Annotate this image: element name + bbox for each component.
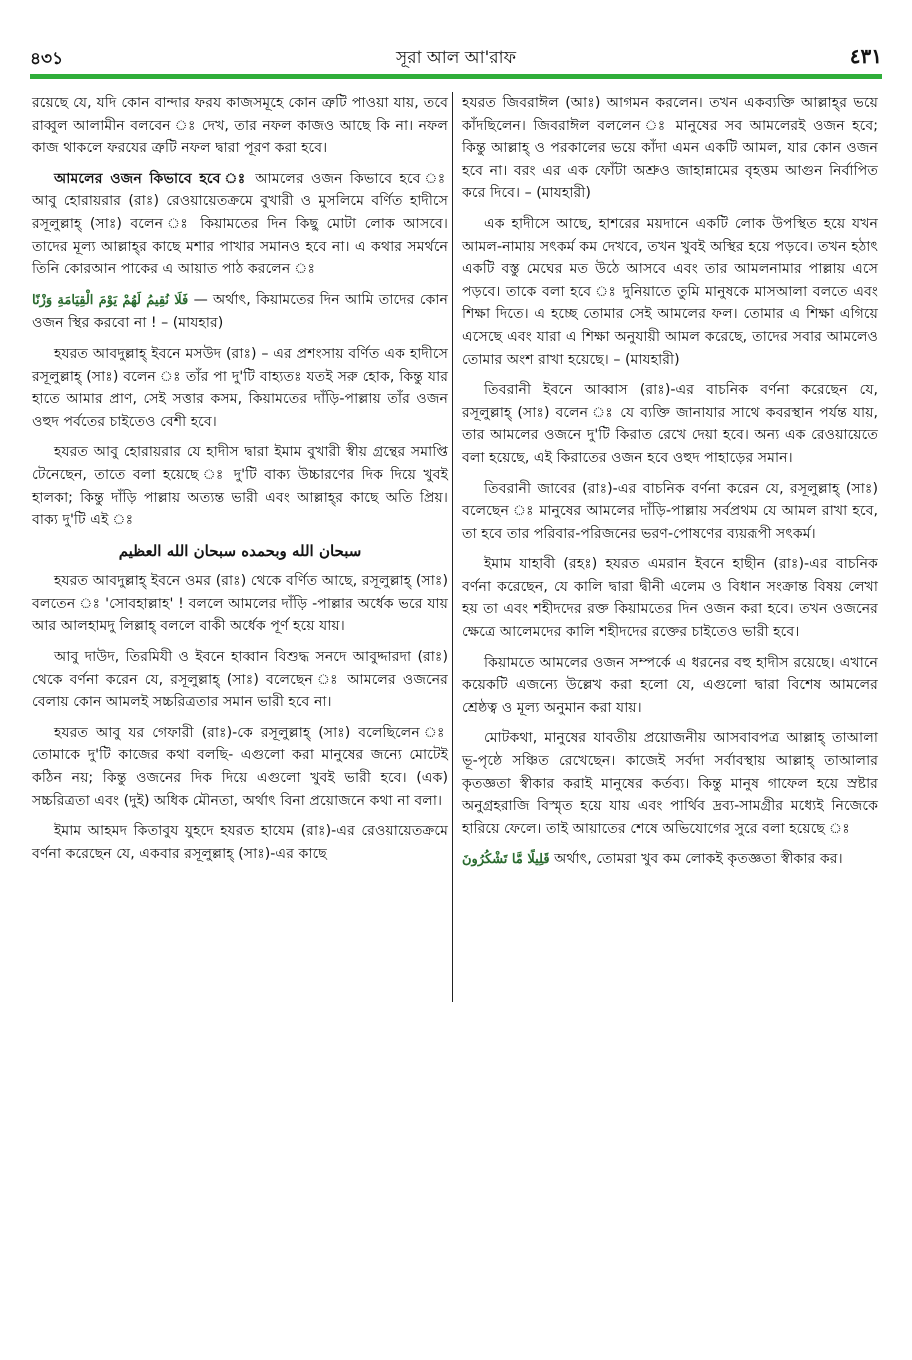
paragraph: হযরত জিবরাঈল (আঃ) আগমন করলেন। তখন একব্যক্তি আল্লাহ্‌র ভয়ে কাঁদছিলেন। জিবরাঈল বললেন ঃ মানুষের সব আমলেরই ওজন হবে; কিন্তু আল্লাহ্ ও পরকালের ভয়ে কাঁদা এমন একটি আমল, যার কোন ওজন হবে না। বরং এর এক ফোঁটা অশ্রুও জাহান্নামের বৃহত্তম আগুন নির্বাপিত করে দিবে। – (মাযহারী) (462, 95, 878, 202)
paragraph: তিবরানী জাবের (রাঃ)-এর বাচনিক বর্ণনা করেন যে, রসূলুল্লাহ্ (সাঃ) বলেছেন ঃ মানুষের আমলের দাঁড়ি-পাল্লায় সর্বপ্রথম যে আমল রাখা হবে, তা হবে তার পরিবার-পরিজনের ভরণ-পোষণের ব্যয়রূপী সৎকর্ম। (462, 480, 878, 542)
arabic-dua: سبحان الله وبحمده سبحان الله العظيم (118, 541, 362, 560)
paragraph: হযরত আবু যর গেফারী (রাঃ)-কে রসূলুল্লাহ্ (সাঃ) বলেছিলেন ঃ তোমাকে দু'টি কাজের কথা বলছি- এগুলো করা মানুষের জন্যে মোটেই কঠিন নয়; কিন্তু ওজনের দিক দিয়ে এগুলো খুবই ভারী হবে। (এক) সচ্চরিত্রতা এবং (দুই) অধিক মৌনতা, অর্থাৎ বিনা প্রয়োজনে কথা না বলা। (32, 724, 448, 809)
paragraph: হযরত আবদুল্লাহ্ ইবনে ওমর (রাঃ) থেকে বর্ণিত আছে, রসূলুল্লাহ্ (সাঃ) বলতেন ঃ 'সোবহাল্লাহ' ! বললে আমলের দাঁড়ি -পাল্লার অর্ধেক ভরে যায় আর আলহামদু লিল্লাহ্ বললে বাকী অর্ধেক পূর্ণ হয়ে যায়। (32, 573, 448, 635)
paragraph: হযরত আবদুল্লাহ্ ইবনে মসউদ (রাঃ) – এর প্রশংসায় বর্ণিত এক হাদীসে রসূলুল্লাহ্ (সাঃ) বলেন ঃ তাঁর পা দু'টি বাহ্যতঃ যতই সরু হোক, কিন্তু যার হাতে আমার প্রাণ, সেই সত্তার কসম, কিয়ামতের দাঁড়ি-পাল্লায় তাঁর ওজন ওহুদ পর্বতের চাইতেও বেশী হবে। (32, 345, 448, 430)
header-rule (30, 74, 882, 79)
column-divider (452, 92, 453, 1002)
right-column (462, 92, 878, 880)
page-number-bangla: ৪৩১ (30, 49, 64, 69)
paragraph-text: অর্থাৎ, তোমরা খুব কম লোকই কৃতজ্ঞতা স্বীকার কর। (554, 851, 843, 868)
paragraph-text: — অর্থাৎ, কিয়ামতের দিন আমি তাদের কোন ওজন স্থির করবো না ! – (মাযহার) (32, 291, 448, 332)
page-header (0, 0, 912, 80)
paragraph: ইমাম যাহাবী (রহঃ) হযরত এমরান ইবনে হাছীন (রাঃ)-এর বাচনিক বর্ণনা করেছেন, যে কালি দ্বারা দ্বীনী এলেম ও বিধান সংক্রান্ত বিষয় লেখা হয় তা এবং শহীদদের রক্ত কিয়ামতের দিন ওজন করা হবে। তখন ওজনের ক্ষেত্রে আলেমদের কালি শহীদদের রক্তের চাইতেও ভারী হবে। (462, 556, 878, 641)
paragraph: আবু দাউদ, তিরমিযী ও ইবনে হাব্বান বিশুদ্ধ সনদে আবুদ্দারদা (রাঃ) থেকে বর্ণনা করেন যে, রসূলুল্লাহ্ (সাঃ) বলেছেন ঃ আমলের ওজনের বেলায় কোন আমলই সচ্চরিত্রতার সমান ভারী হবে না। (32, 649, 448, 711)
left-column (32, 92, 448, 873)
arabic-verse: قَلِيلًا مَّا تَشْكُرُونَ (462, 852, 550, 868)
arabic-verse: فَلَا نُقِيمُ لَهُمْ يَوْمَ الْقِيَامَةِ وَزْنًا (32, 292, 189, 308)
page-number-arabic: ٤٣١ (849, 44, 882, 68)
paragraph: এক হাদীসে আছে, হাশরের ময়দানে একটি লোক উপস্থিত হয়ে যখন আমল-নামায় সৎকর্ম কম দেখবে, তখন খুবই অস্থির হয়ে পড়বে। তখন হঠাৎ একটি বস্তু মেঘের মত উঠে আসবে এবং তার আমলনামার পাল্লায় এসে পড়বে। তাকে বলা হবে ঃ দুনিয়াতে তুমি মানুষকে মাসআলা বলতে এবং শিক্ষা দিতে। এ হচ্ছে তোমার সেই আমলের ফল। তোমার এ শিক্ষা এগিয়ে এসেছে এবং যারা এ শিক্ষা অনুযায়ী আমল করেছে, তাদের সবার আমলেও তোমার অংশ রাখা হয়েছে। – (মাযহারী) (462, 215, 878, 368)
paragraph-text: আমলের ওজন কিভাবে হবে ঃ আবু হোরায়রার (রাঃ) রেওয়ায়েতক্রমে বুখারী ও মুসলিমে বর্ণিত হাদীসে রসূলুল্লাহ্ (সাঃ) বলেন ঃ কিয়ামতের দিন কিছু মোটা লোক আসবে। তাদের মূল্য আল্লাহ্‌র কাছে মশার পাখার সমানও হবে না। এ কথার সমর্থনে তিনি কোরআন পাকের এ আয়াত পাঠ করলেন ঃ (32, 170, 448, 278)
paragraph: ইমাম আহমদ কিতাবুয যুহদে হযরত হাযেম (রাঃ)-এর রেওয়ায়েতক্রমে বর্ণনা করেছেন যে, একবার রসূলুল্লাহ্ (সাঃ)-এর কাছে (32, 823, 448, 862)
verse-paragraph (32, 289, 448, 335)
paragraph-with-heading (32, 168, 448, 281)
paragraph: হযরত আবু হোরায়রার যে হাদীস দ্বারা ইমাম বুখারী স্বীয় গ্রন্থের সমাপ্তি টেনেছেন, তাতে বলা হয়েছে ঃ দু'টি বাক্য উচ্চারণের দিক দিয়ে খুবই হালকা; কিন্তু দাঁড়ি পাল্লায় অত্যন্ত ভারী এবং আল্লাহ্‌র কাছে অতি প্রিয়। বাক্য দু'টি এই ঃ (32, 444, 448, 529)
verse-paragraph (462, 848, 878, 872)
paragraph: মোটকথা, মানুষের যাবতীয় প্রয়োজনীয় আসবাবপত্র আল্লাহ্ তাআলা ভূ-পৃষ্ঠে সঞ্চিত রেখেছেন। কাজেই সর্বদা সর্বাবস্থায় আল্লাহ্ তাআলার কৃতজ্ঞতা স্বীকার করাই মানুষের কর্তব্য। কিন্তু মানুষ গাফেল হয়ে স্রষ্টার অনুগ্রহরাজি বিস্মৃত হয়ে যায় এবং পার্থিব দ্রব্য-সামগ্রীর মধ্যেই নিজেকে হারিয়ে ফেলে। তাই আয়াতের শেষে অভিযোগের সুরে বলা হয়েছে ঃ (462, 730, 878, 837)
surah-title: সূরা আল আ'রাফ (395, 48, 517, 68)
section-heading: আমলের ওজন কিভাবে হবে ঃ (54, 170, 249, 187)
paragraph: তিবরানী ইবনে আব্বাস (রাঃ)-এর বাচনিক বর্ণনা করেছেন যে, রসূলুল্লাহ্ (সাঃ) বলেন ঃ যে ব্যক্তি জানাযার সাথে কবরস্থান পর্যন্ত যায়, তার আমলের ওজনে দু'টি কিরাত রেখে দেয়া হবে। অন্য এক রেওয়ায়েতে বলা হয়েছে, এই কিরাতের ওজন হবে ওহুদ পাহাড়ের সমান। (462, 382, 878, 466)
paragraph: কিয়ামতে আমলের ওজন সম্পর্কে এ ধরনের বহু হাদীস রয়েছে। এখানে কয়েকটি এজন্যে উল্লেখ করা হলো যে, এগুলো দ্বারা বিশেষ আমলের শ্রেষ্ঠত্ব ও মূল্য অনুমান করা যায়। (462, 654, 878, 716)
paragraph: রয়েছে যে, যদি কোন বান্দার ফরয কাজসমূহে কোন ত্রুটি পাওয়া যায়, তবে রাব্বুল আলামীন বলবেন ঃ দেখ, তার নফল কাজও আছে কি না। নফল কাজ থাকলে ফরযের ত্রুটি নফল দ্বারা পূরণ করা হবে। (32, 95, 448, 157)
